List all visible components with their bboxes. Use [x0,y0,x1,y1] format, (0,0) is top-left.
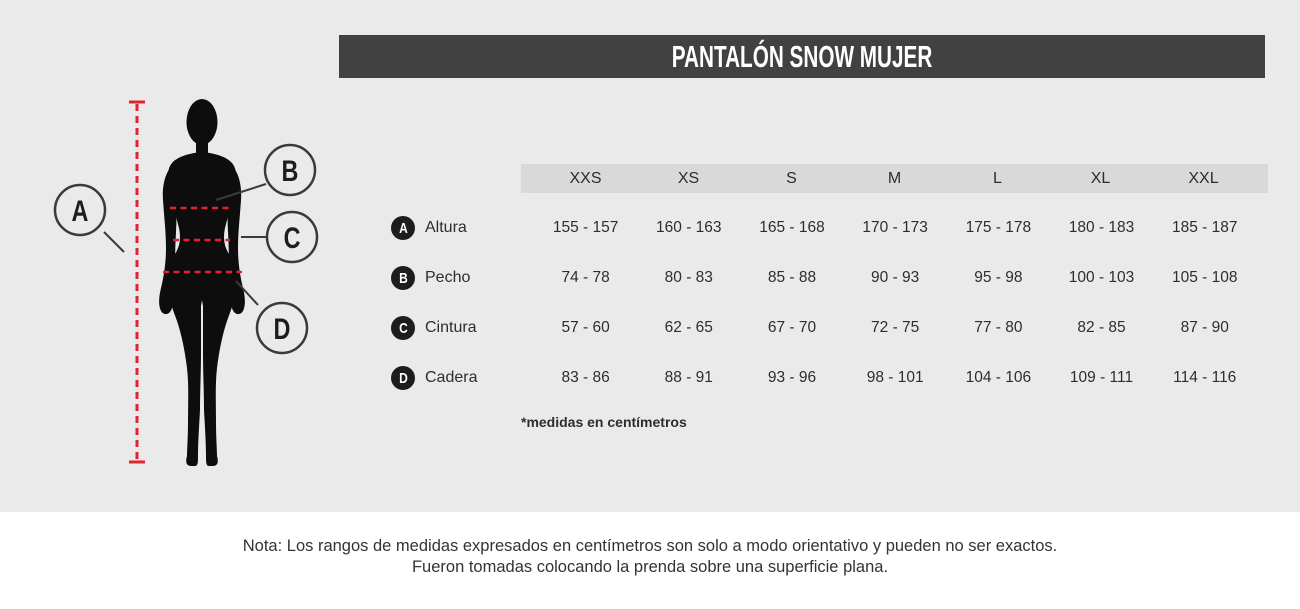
altura-xxs: 155 - 157 [552,219,619,236]
table-row-cintura [389,303,1257,353]
badge-c [391,316,415,340]
badge-a-letter: A [398,219,408,237]
badge-c-letter: C [398,319,408,337]
row-label-pecho [389,266,534,290]
badge-d-letter: D [398,369,408,387]
size-column-xxl: XXL [1188,169,1219,187]
cintura-xl: 82 - 85 [1077,319,1126,336]
size-chart-rows [389,203,1257,403]
cintura-xxs: 57 - 60 [561,319,610,336]
cadera-xxs: 83 - 86 [561,369,610,386]
altura-xs: 160 - 163 [656,219,722,236]
size-column-l: L [993,169,1002,187]
pecho-l: 95 - 98 [974,269,1023,286]
circle-letter-c: C [283,221,301,255]
row-label-cadera [389,366,534,390]
connector-a [104,232,124,252]
pecho-m: 90 - 93 [871,269,920,286]
cadera-s: 93 - 96 [767,369,817,386]
size-column-xs: XS [677,169,700,187]
pecho-xl: 100 - 103 [1068,269,1135,286]
badge-a [391,216,415,240]
size-column-xl: XL [1090,169,1111,187]
cintura-m: 72 - 75 [871,319,920,336]
measurement-diagram [0,0,380,512]
height-measure-line [129,102,145,462]
cadera-l: 104 - 106 [965,369,1032,386]
altura-s: 165 - 168 [759,219,825,236]
row-label-altura [389,216,534,240]
page-title: PANTALÓN SNOW MUJER [671,38,933,73]
pecho-xxl: 105 - 108 [1171,269,1238,286]
altura-xl: 180 - 183 [1068,219,1135,236]
cadera-m: 98 - 101 [866,369,924,386]
pecho-xs: 80 - 83 [664,269,713,286]
row-label-text: Altura [425,219,467,236]
size-column-xxs: XXS [569,169,602,187]
size-column-m: M [887,169,902,187]
badge-b [391,266,415,290]
disclaimer-line-2: Fueron tomadas colocando la prenda sobre una superficie plana. [411,558,889,576]
row-label-text: Cintura [425,319,477,336]
altura-xxl: 185 - 187 [1171,219,1238,236]
disclaimer-line-1: Nota: Los rangos de medidas expresados en centímetros son solo a modo orientativo y pueden no ser exactos. [242,537,1058,555]
circle-letter-d: D [273,312,291,346]
row-label-cintura [389,316,534,340]
cintura-xxl: 87 - 90 [1180,319,1229,336]
size-column-s: S [786,169,797,187]
units-footnote: *medidas en centímetros [521,414,687,430]
cintura-xs: 62 - 65 [664,319,713,336]
pecho-xxs: 74 - 78 [561,269,610,286]
circle-letter-a: A [71,194,89,228]
badge-b-letter: B [398,269,408,287]
cintura-s: 67 - 70 [767,319,817,336]
size-columns-header [521,164,1268,193]
row-label-text: Cadera [425,369,478,386]
cadera-xl: 109 - 111 [1069,369,1134,386]
title-bar [339,35,1265,78]
cadera-xs: 88 - 91 [664,369,713,386]
cadera-xxl: 114 - 116 [1173,369,1237,386]
disclaimer-note [0,536,1300,578]
cintura-l: 77 - 80 [974,319,1023,336]
altura-l: 175 - 178 [965,219,1032,236]
table-row-pecho [389,253,1257,303]
circle-letter-b: B [281,154,299,188]
row-label-text: Pecho [425,269,471,286]
altura-m: 170 - 173 [862,219,928,236]
table-row-altura [389,203,1257,253]
badge-d [391,366,415,390]
table-row-cadera [389,353,1257,403]
body-silhouette [159,99,245,466]
pecho-s: 85 - 88 [767,269,817,286]
